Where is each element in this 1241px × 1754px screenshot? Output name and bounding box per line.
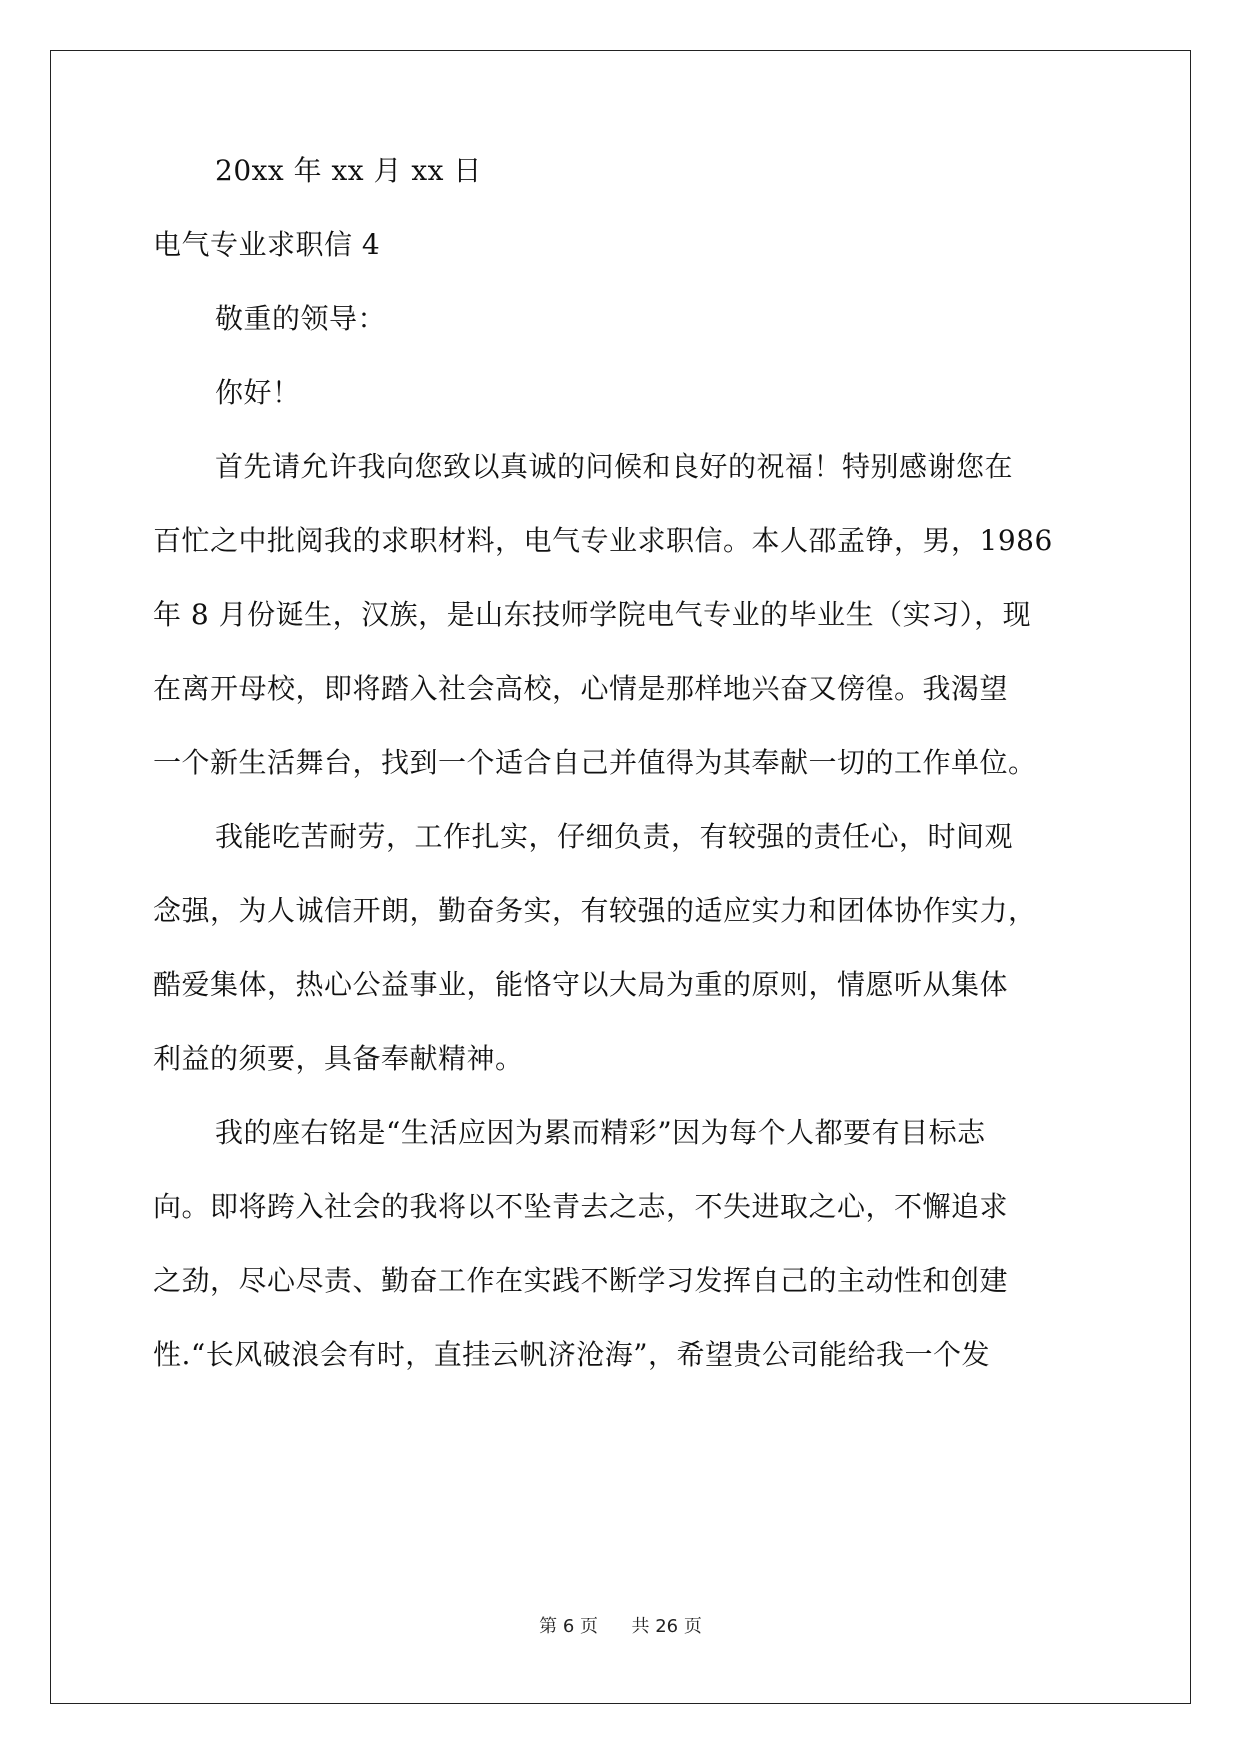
letter-heading: 电气专业求职信 4 xyxy=(153,228,381,261)
paragraph-2-line-3: 酷爱集体，热心公益事业，能恪守以大局为重的原则，情愿听从集体 xyxy=(153,968,1009,1001)
paragraph-1-line-1: 首先请允许我向您致以真诚的问候和良好的祝福！特别感谢您在 xyxy=(215,450,1014,483)
paragraph-1-line-4: 在离开母校，即将踏入社会高校，心情是那样地兴奋又傍徨。我渴望 xyxy=(153,672,1009,705)
paragraph-1-line-5: 一个新生活舞台，找到一个适合自己并值得为其奉献一切的工作单位。 xyxy=(153,746,1037,779)
paragraph-1-line-2: 百忙之中批阅我的求职材料，电气专业求职信。本人邵孟铮，男，1986 xyxy=(153,524,1053,557)
paragraph-2-line-4: 利益的须要，具备奉献精神。 xyxy=(153,1042,524,1075)
date-line: 20xx 年 xx 月 xx 日 xyxy=(215,154,482,187)
paragraph-3-line-3: 之劲，尽心尽责、勤奋工作在实践不断学习发挥自己的主动性和创建 xyxy=(153,1264,1009,1297)
page-border xyxy=(50,50,1191,1704)
paragraph-3-line-4: 性.“长风破浪会有时，直挂云帆济沧海”，希望贵公司能给我一个发 xyxy=(153,1338,991,1371)
paragraph-2-line-2: 念强，为人诚信开朗，勤奋务实，有较强的适应实力和团体协作实力， xyxy=(153,894,1037,927)
paragraph-2-line-1: 我能吃苦耐劳，工作扎实，仔细负责，有较强的责任心，时间观 xyxy=(215,820,1014,853)
page-total: 共 26 页 xyxy=(631,1616,702,1637)
page-footer xyxy=(0,1612,1241,1638)
salutation: 敬重的领导： xyxy=(215,302,387,335)
paragraph-3-line-1: 我的座右铭是“生活应因为累而精彩”因为每个人都要有目标志 xyxy=(215,1116,986,1149)
paragraph-1-line-3: 年 8 月份诞生，汉族，是山东技师学院电气专业的毕业生（实习），现 xyxy=(153,598,1032,631)
page-number: 第 6 页 xyxy=(539,1616,599,1637)
paragraph-3-line-2: 向。即将跨入社会的我将以不坠青去之志，不失进取之心，不懈追求 xyxy=(153,1190,1009,1223)
greeting: 你好！ xyxy=(215,376,301,409)
